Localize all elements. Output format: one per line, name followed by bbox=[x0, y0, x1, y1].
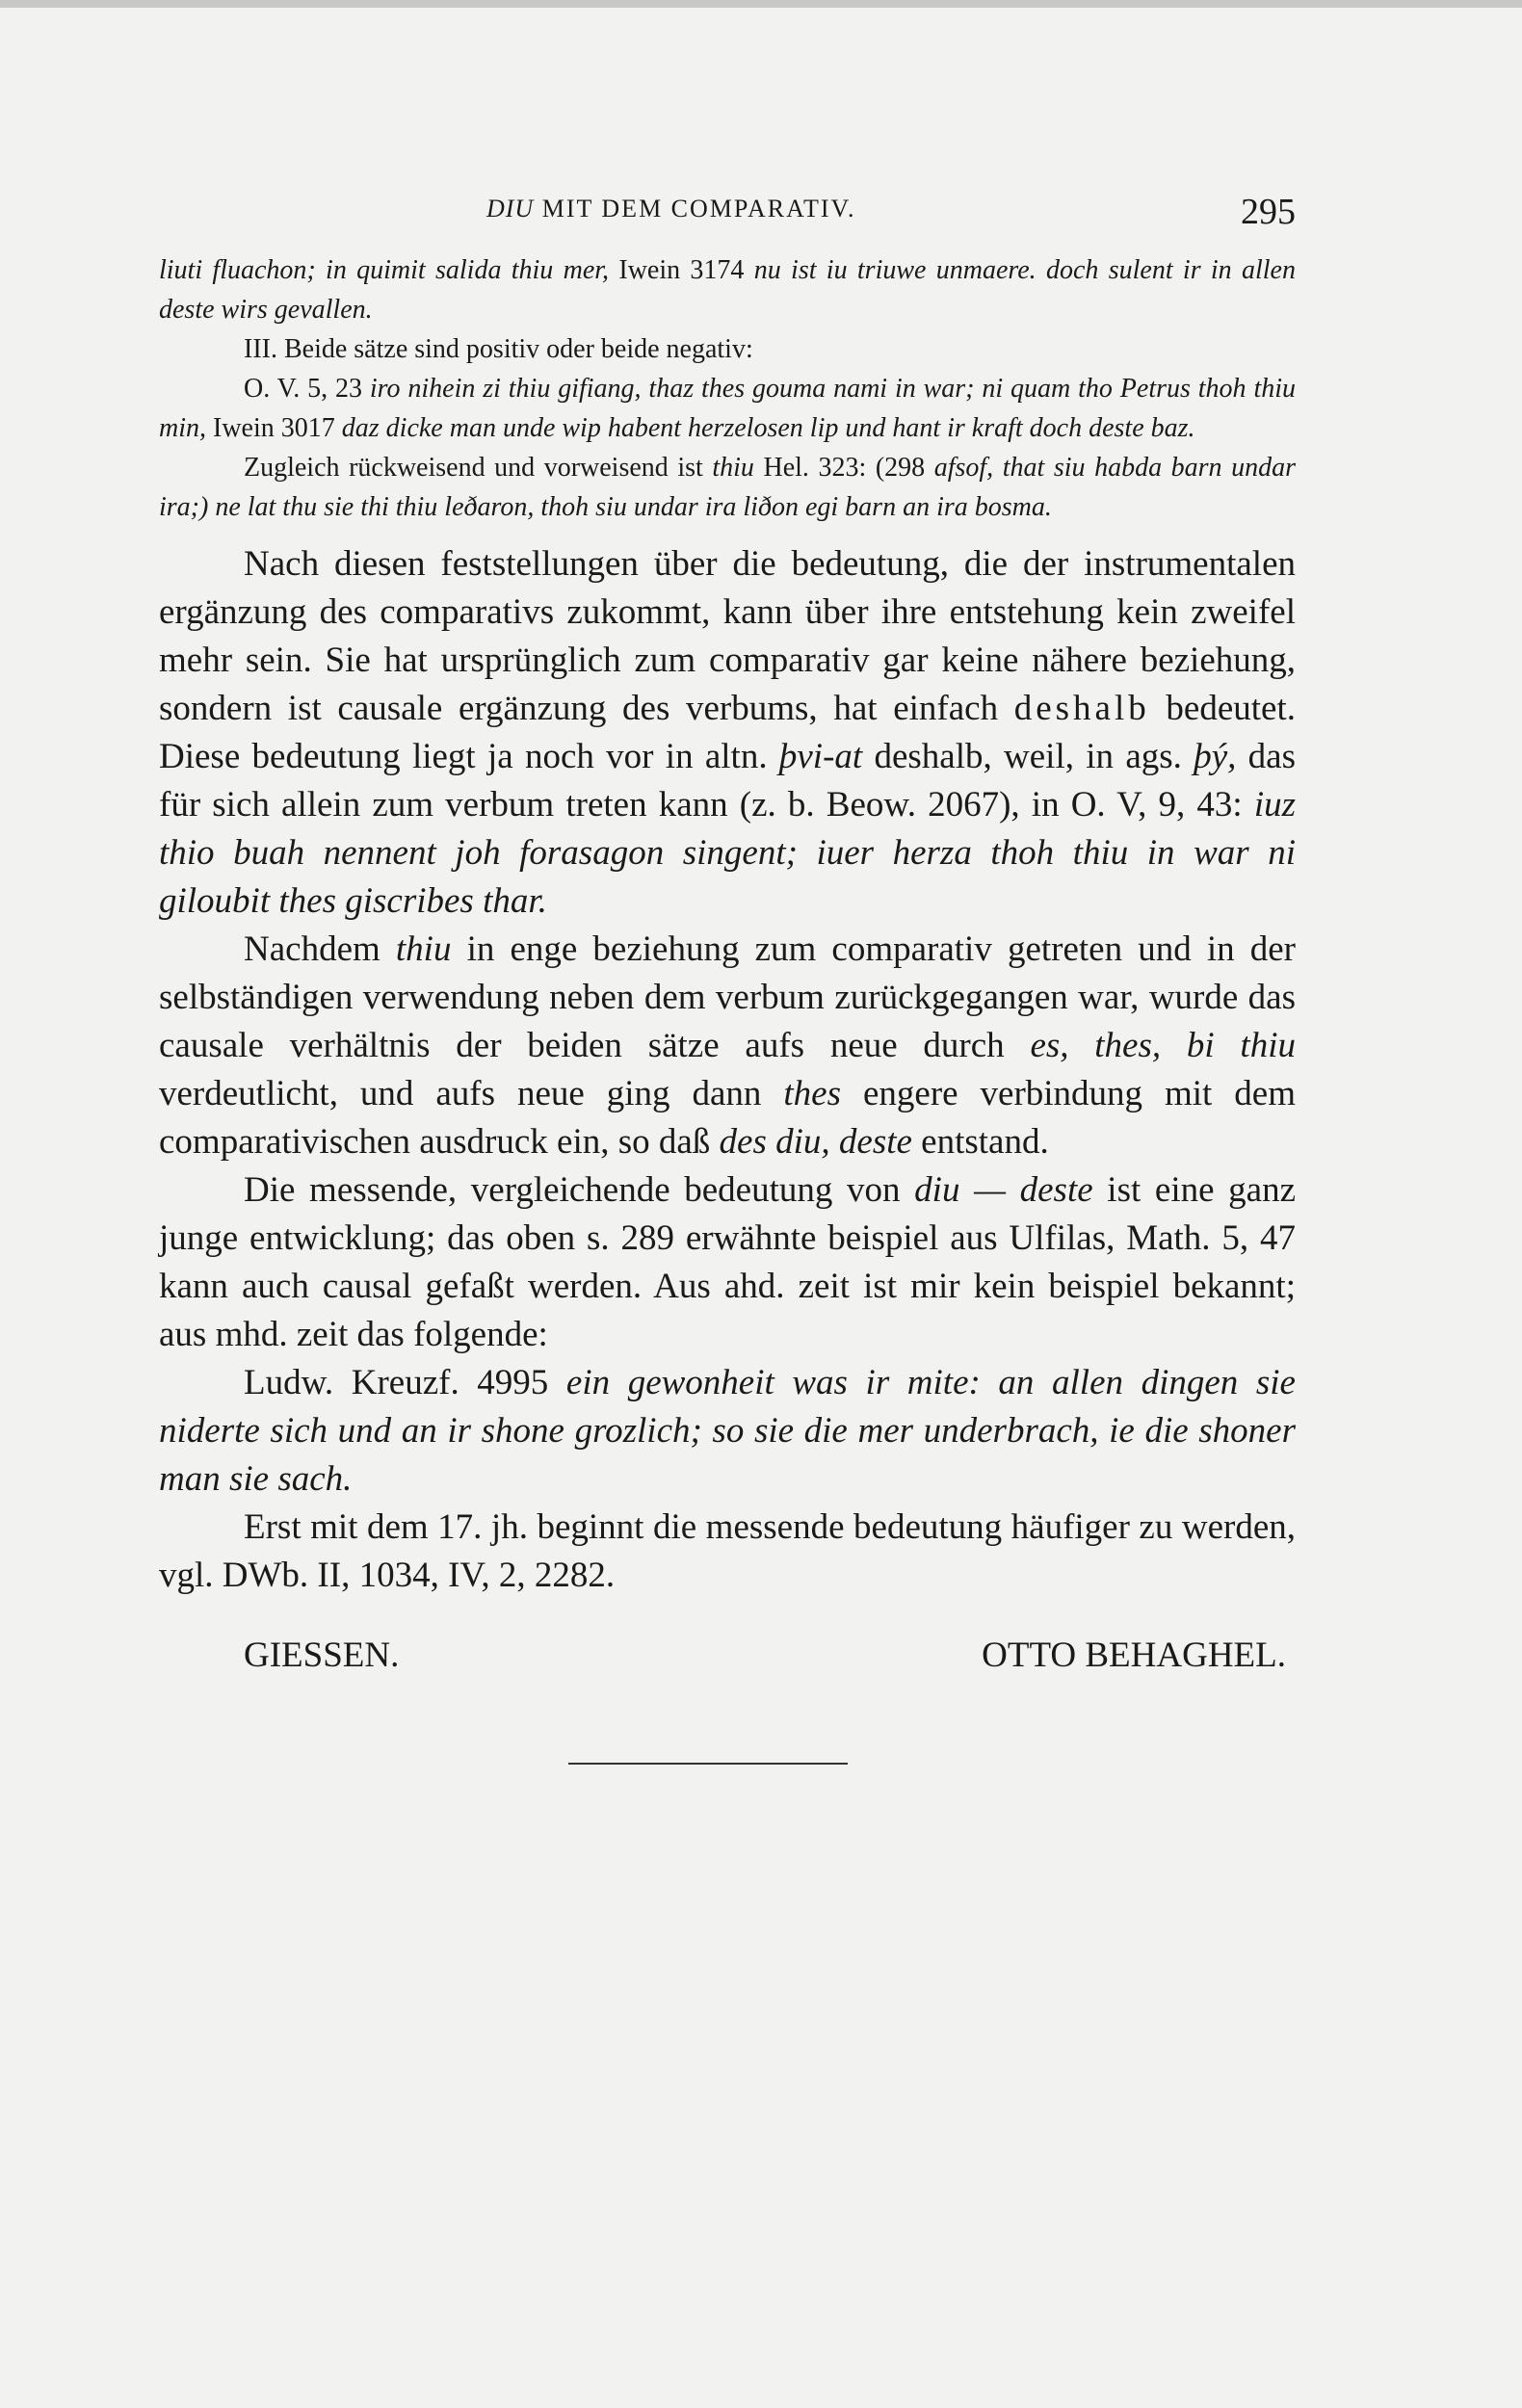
main-text-section bbox=[159, 540, 1296, 1600]
text: bedeutet. Diese bedeutung liegt ja noch vor in altn. bbox=[159, 689, 1297, 776]
running-title-rest: MIT DEM COMPARATIV. bbox=[534, 195, 856, 222]
text: Die messende, vergleichende bedeutung von bbox=[244, 1170, 915, 1210]
main-paragraph-3 bbox=[159, 1166, 1296, 1359]
text: Iwein 3017 bbox=[206, 413, 342, 443]
quote: thiu bbox=[712, 453, 754, 483]
signature-line bbox=[159, 1635, 1296, 1676]
text: Ludw. Kreuzf. 4995 bbox=[244, 1363, 566, 1402]
spaced-emphasis: deshalb bbox=[1013, 689, 1150, 728]
text: Iwein 3174 bbox=[609, 255, 754, 285]
page-header bbox=[159, 183, 1296, 250]
running-title-italic: DIU bbox=[486, 195, 535, 222]
text: Erst mit dem 17. jh. beginnt die messende bedeutung häufiger zu werden, vgl. DWb. II, 1034, IV, 2, 2282. bbox=[159, 1507, 1296, 1595]
text: entstand. bbox=[911, 1122, 1049, 1162]
main-paragraph-5 bbox=[159, 1504, 1296, 1600]
small-paragraph-1 bbox=[159, 250, 1296, 329]
quote: liuti fluachon; in quimit salida thiu mer, bbox=[159, 255, 610, 285]
text: verdeutlicht, und aufs neue ging dann bbox=[159, 1074, 784, 1113]
quote: nu ist iu triuwe unmaere. doch sulent ir in allen deste wirs gevallen. bbox=[159, 255, 1296, 325]
quote: þý, bbox=[1194, 737, 1237, 776]
quote: es, thes, bi thiu bbox=[1030, 1026, 1296, 1065]
text: O. V. 5, 23 bbox=[244, 374, 370, 404]
quote: thes bbox=[783, 1074, 842, 1113]
page-body bbox=[159, 183, 1296, 1765]
end-rule-divider bbox=[568, 1763, 848, 1765]
text: Hel. 323: (298 bbox=[753, 453, 934, 483]
page-number: 295 bbox=[1241, 192, 1296, 232]
main-paragraph-1 bbox=[159, 540, 1296, 926]
text: Zugleich rückweisend und vorweisend ist bbox=[244, 453, 713, 483]
quote: daz dicke man unde wip habent herzelosen lip und hant ir kraft doch deste baz. bbox=[341, 413, 1195, 443]
text: III. Beide sätze sind positiv oder beide negativ: bbox=[244, 334, 753, 364]
quote: ein gewonheit was ir mite: an allen dingen sie niderte sich und an ir shone grozlich; so sie die mer underbrach, ie die shoner man sie sach. bbox=[159, 1363, 1296, 1499]
text: deshalb, weil, in ags. bbox=[862, 737, 1194, 776]
small-paragraph-2 bbox=[159, 329, 1296, 369]
text: in enge beziehung zum comparativ getreten und in der selbständigen verwendung neben dem verbum zurückgegangen war, wurde das causale verhältnis der beiden sätze aufs neue durch bbox=[159, 929, 1296, 1065]
signature-author: OTTO BEHAGHEL. bbox=[982, 1636, 1286, 1675]
top-edge-rule bbox=[0, 0, 1522, 8]
running-title bbox=[486, 195, 855, 223]
text: Nach diesen feststellungen über die bedeutung, die der instrumentalen ergänzung des comparativs zukommt, kann über ihre entstehung kein zweifel mehr sein. Sie hat ursprünglich zum comparativ gar keine nähere beziehung, sondern ist causale ergänzung des verbums, hat einfach bbox=[159, 544, 1296, 728]
quote: afsof, that siu habda barn undar ira;) ne lat thu sie thi thiu leðaron, thoh siu undar ira liðon egi barn an ira bosma. bbox=[159, 453, 1297, 522]
quote: des diu, deste bbox=[719, 1122, 912, 1162]
small-paragraph-3 bbox=[159, 369, 1296, 448]
quote: þvi-at bbox=[778, 737, 863, 776]
main-paragraph-2 bbox=[159, 926, 1296, 1166]
quote: diu — deste bbox=[914, 1170, 1093, 1210]
main-paragraph-4 bbox=[159, 1359, 1296, 1504]
quote: iro nihein zi thiu gifiang, thaz thes gouma nami in war; ni quam tho Petrus thoh thiu min, bbox=[159, 374, 1296, 443]
small-print-section bbox=[159, 250, 1296, 527]
text: ist eine ganz junge entwicklung; das oben s. 289 erwähnte beispiel aus Ulfilas, Math. 5, 47 kann auch causal gefaßt werden. Aus ahd. zeit ist mir kein beispiel bekannt; aus mhd. zeit das folgende: bbox=[159, 1170, 1297, 1354]
quote: iuz thio buah nennent joh forasagon singent; iuer herza thoh thiu in war ni giloubit thes giscribes thar. bbox=[159, 785, 1296, 921]
text: Nachdem bbox=[244, 929, 396, 969]
text: engere verbindung mit dem comparativischen ausdruck ein, so daß bbox=[159, 1074, 1297, 1162]
quote: thiu bbox=[395, 929, 452, 969]
small-paragraph-4 bbox=[159, 448, 1296, 527]
text: das für sich allein zum verbum treten kann (z. b. Beow. 2067), in O. V, 9, 43: bbox=[159, 737, 1296, 824]
signature-place: GIESSEN. bbox=[244, 1636, 400, 1675]
